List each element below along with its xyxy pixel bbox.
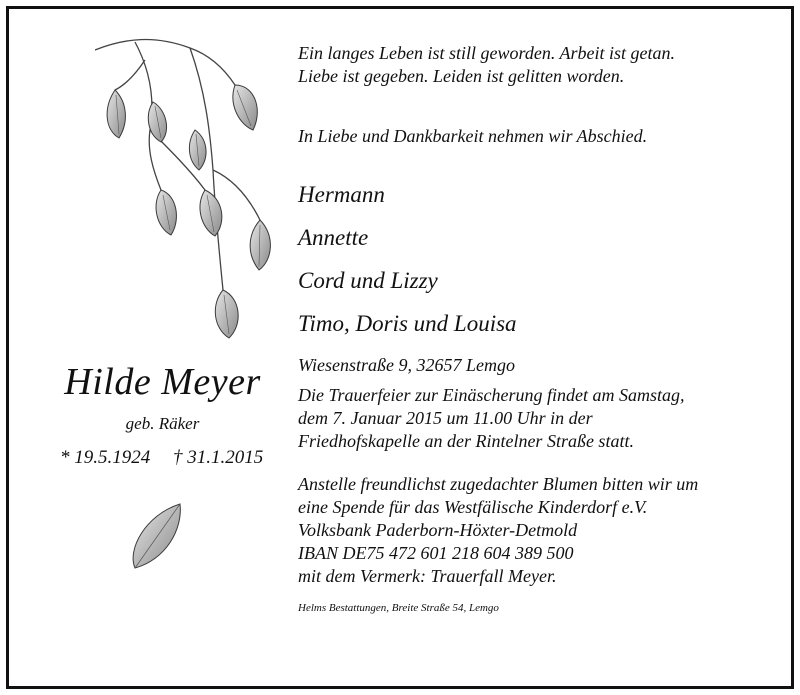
donation-line: eine Spende für das Westfälische Kinderdorf e.V. (298, 497, 648, 517)
life-dates (60, 447, 263, 469)
poem-line: Liebe ist gegeben. Leiden ist gelitten worden. (298, 66, 625, 86)
donation-line: Anstelle freundlichst zugedachter Blumen bitten wir um (298, 474, 699, 494)
donation-line: mit dem Vermerk: Trauerfall Meyer. (298, 566, 557, 586)
donation-line: Volksbank Paderborn-Höxter-Detmold (298, 520, 578, 540)
right-column (298, 42, 778, 614)
ceremony-line: Die Trauerfeier zur Einäscherung findet am Samstag, (298, 385, 685, 405)
donation-line: IBAN DE75 472 601 218 604 389 500 (298, 543, 574, 563)
left-column (0, 0, 290, 695)
mourner: Timo, Doris und Louisa (298, 311, 517, 336)
mourners-list (298, 177, 778, 349)
mourner: Annette (298, 225, 369, 250)
mourner: Cord und Lizzy (298, 268, 438, 293)
farewell-text: In Liebe und Dankbarkeit nehmen wir Abschied. (298, 126, 648, 146)
mourner: Hermann (298, 182, 385, 207)
funeral-home-footer: Helms Bestattungen, Breite Straße 54, Lemgo (298, 602, 499, 614)
poem (298, 42, 778, 88)
maiden-name: geb. Räker (125, 414, 200, 433)
ceremony-line: Friedhofskapelle an der Rintelner Straße statt. (298, 431, 634, 451)
family-address: Wiesenstraße 9, 32657 Lemgo (298, 355, 515, 375)
death-date: † 31.1.2015 (173, 447, 264, 468)
deceased-name: Hilde Meyer (64, 361, 261, 403)
birch-branch-icon (95, 30, 275, 350)
donation-info (298, 473, 778, 588)
poem-line: Ein langes Leben ist still geworden. Arbeit ist getan. (298, 43, 675, 63)
birth-date: * 19.5.1924 (60, 447, 151, 468)
falling-leaf-icon (125, 500, 185, 572)
ceremony-line: dem 7. Januar 2015 um 11.00 Uhr in der (298, 408, 593, 428)
ceremony-info (298, 384, 778, 453)
